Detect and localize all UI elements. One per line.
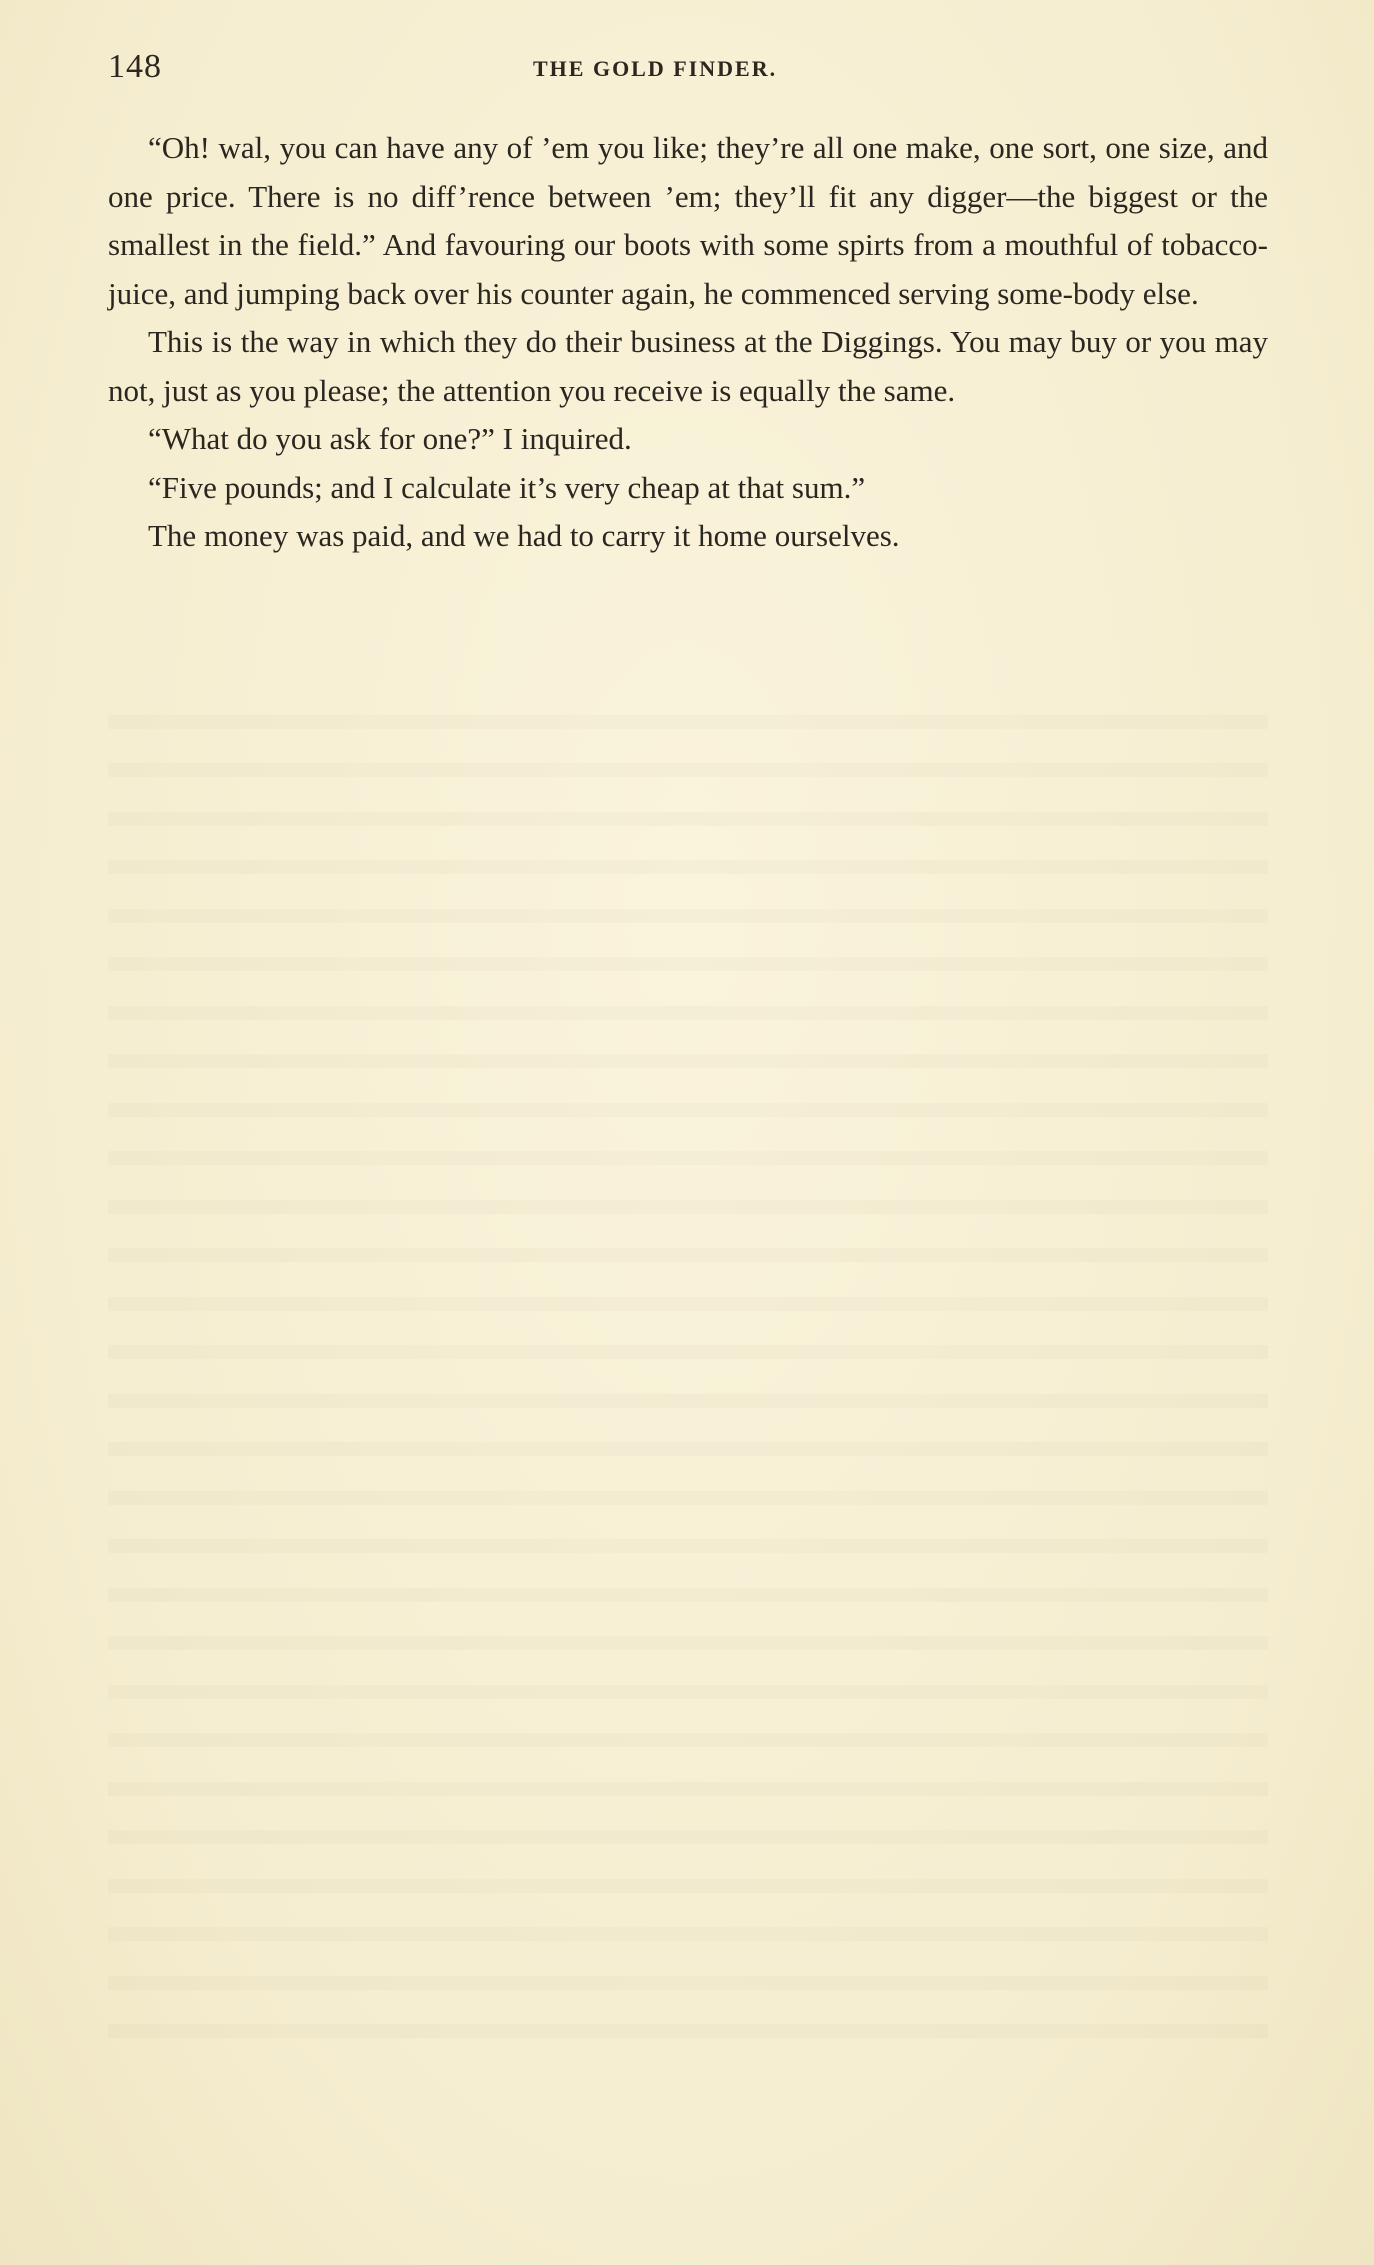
paragraph-money-paid: The money was paid, and we had to carry it home ourselves. xyxy=(148,518,900,553)
bleed-line xyxy=(108,1699,1268,1748)
paragraph-boots-dialogue: “Oh! wal, you can have any of ’em you like; they’re all one make, one sort, one size, and one price. There is no diff’rence between ’em; they’ll fit any digger—the biggest or the smallest in the field.” And favouring our boots with some spirts from a mouthful of tobacco-juice, and jumping back over his counter again, he commenced serving some-body else. xyxy=(108,130,1268,311)
bleed-line xyxy=(108,1165,1268,1214)
body-text xyxy=(108,124,1268,561)
bleed-line xyxy=(108,1214,1268,1263)
bleed-line xyxy=(108,923,1268,972)
page-number: 148 xyxy=(108,48,162,85)
bleed-line xyxy=(108,826,1268,875)
bleed-line xyxy=(108,1747,1268,1796)
bleed-line xyxy=(108,1262,1268,1311)
bleed-line xyxy=(108,971,1268,1020)
bleed-line xyxy=(108,1553,1268,1602)
bleed-line xyxy=(108,777,1268,826)
paragraph-price-question: “What do you ask for one?” I inquired. xyxy=(148,421,632,456)
running-title: THE GOLD FINDER. xyxy=(533,56,778,81)
bleed-line xyxy=(108,1941,1268,1990)
paragraph-business-diggings: This is the way in which they do their business at the Diggings. You may buy or you may not, just as you please; the attention you receive is equally the same. xyxy=(108,324,1268,408)
page-header xyxy=(108,48,1268,88)
bleed-line xyxy=(108,680,1268,729)
bleed-line xyxy=(108,1505,1268,1554)
paragraph-price-answer: “Five pounds; and I calculate it’s very cheap at that sum.” xyxy=(148,469,866,505)
bleed-line xyxy=(108,1650,1268,1699)
bleed-line xyxy=(108,1068,1268,1117)
reverse-page-bleed-through xyxy=(108,680,1268,2120)
bleed-line xyxy=(108,1311,1268,1360)
bleed-line xyxy=(108,1602,1268,1651)
bleed-line xyxy=(108,729,1268,778)
bleed-line xyxy=(108,1117,1268,1166)
bleed-line xyxy=(108,1359,1268,1408)
bleed-line xyxy=(108,1020,1268,1069)
bleed-line xyxy=(108,1408,1268,1457)
bleed-line xyxy=(108,874,1268,923)
bleed-line xyxy=(108,1990,1268,2039)
bleed-line xyxy=(108,1844,1268,1893)
bleed-line xyxy=(108,1796,1268,1845)
bleed-line xyxy=(108,1456,1268,1505)
bleed-line xyxy=(108,1893,1268,1942)
